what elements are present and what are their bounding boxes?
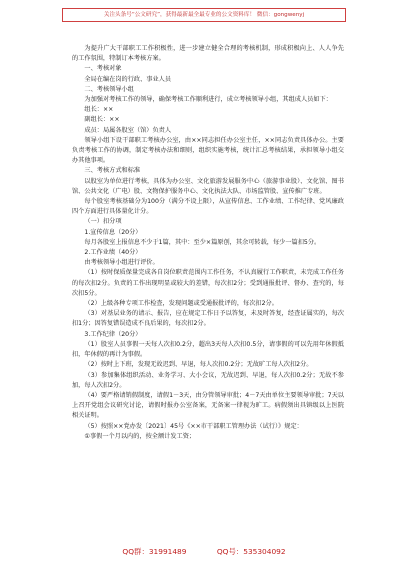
paragraph: ①事假一个月以内的，按全额计发工资； [84, 432, 196, 440]
paragraph: 以股室为单位进行考核，具体为办公室、文化旅游发展服务中心（旅游事业股）、文化馆、图书馆、公共文化（广电）股、文物保护服务中心、文化执法大队、市场监管股、宣传推广专班。 [72, 177, 344, 195]
paragraph: 2.工作业绩（40分） [84, 249, 142, 257]
paragraph: 1.宣传信息（20分） [84, 228, 142, 236]
paragraph: 每个股室考核基础分为100分（满分不设上限），从宣传信息、工作业绩、工作纪律、党风廉政四个方面进行具体量化计分。 [72, 198, 344, 216]
paragraph: 成员：局属各股室（馆）负责人 [84, 126, 172, 134]
footer-qq-group: QQ群：31991489 [122, 547, 187, 556]
paragraph: （1）股室人员事假一天每人次扣0.2分，超出3天每人次扣0.5分，请事假的可以先用年休假抵扣，年休假的再计为事假。 [72, 340, 344, 359]
paragraph: （2）按时上下班，发现无故迟到、早退，每人次扣0.2分；无故旷工每人次扣2分。 [84, 361, 313, 369]
paragraph: 二、考核领导小组 [84, 85, 134, 93]
paragraph: 为加强对考核工作的领导，确保考核工作顺利进行，成立考核领导小组，其组成人员如下： [84, 96, 332, 104]
promo-banner: 关注头条号“公文研究”，获得最新最全最专业的公文资料库！ 微信：gongwenyj [62, 8, 346, 22]
paragraph: （4）要严格请销假制度，请假1－3天，由分管领导审批；4－7天由单位主要领导审批；7天以上召开党组会议研究讨论，请假时报办公室备案，无备案一律视为旷工。病假须出具镇级以上医院相关证明。 [72, 391, 344, 420]
footer-qq-number: QQ号：535304092 [216, 547, 286, 556]
paragraph: （一）扣分项 [84, 218, 122, 226]
footer [0, 546, 408, 557]
paragraph: 副组长：×× [84, 116, 120, 124]
paragraph: 组长：×× [84, 106, 114, 114]
paragraph: 为提升广大干部职工工作积极性，进一步建立健全合理的考核机制，形成积极向上、人人争先的工作氛围，特制订本考核方案。 [72, 45, 344, 63]
paragraph: 三、考核方式和标准 [84, 167, 141, 175]
paragraph: 3.工作纪律（20分） [84, 330, 142, 338]
paragraph: （3）对基层业务的请示、报告，应在规定工作日予以答复，未及时答复，经查证属实的，每次扣1分；因答复错误造成不良后果的，每次扣2分。 [72, 310, 344, 328]
paragraph: （1）按时保质保量完成各自岗位职责范围内工作任务，不认真履行工作职责，未完成工作任务的每次扣2分。负责的工作出现明显或较大的差错，每次扣2分；受到通报批评、督办、查究的，每次扣5分。 [72, 269, 344, 297]
paragraph: （2）上级各种专项工作检查，发现问题或受通报批评的，每次扣2分。 [84, 300, 278, 308]
paragraph: 由考核领导小组进行评价。 [84, 259, 159, 267]
paragraph: （5）按照××党办发〔2021〕45号《××市干部职工管理办法（试行）》规定： [84, 422, 303, 430]
paragraph: 每月各股室上报信息不少于1篇，其中：至少×篇原创，其余可转载，每少一篇扣5分。 [84, 238, 321, 246]
document-body [72, 44, 344, 442]
paragraph: 领导小组下设干部职工考核办公室，由××同志担任办公室主任，××同志负责具体办公。主要负责考核工作的协调，制定考核办法和细则，组织实施考核，统计汇总考核结果，承担领导小组交办其他事项。 [72, 136, 344, 165]
paragraph: （3）参加集体组织活动、业务学习、大小会议，无故迟到、早退，每人次扣0.2分；无故不参加，每人次扣2分。 [72, 371, 344, 389]
paragraph: 全局在编在岗的行政、事业人员 [84, 75, 172, 83]
paragraph: 一、考核对象 [84, 65, 122, 73]
